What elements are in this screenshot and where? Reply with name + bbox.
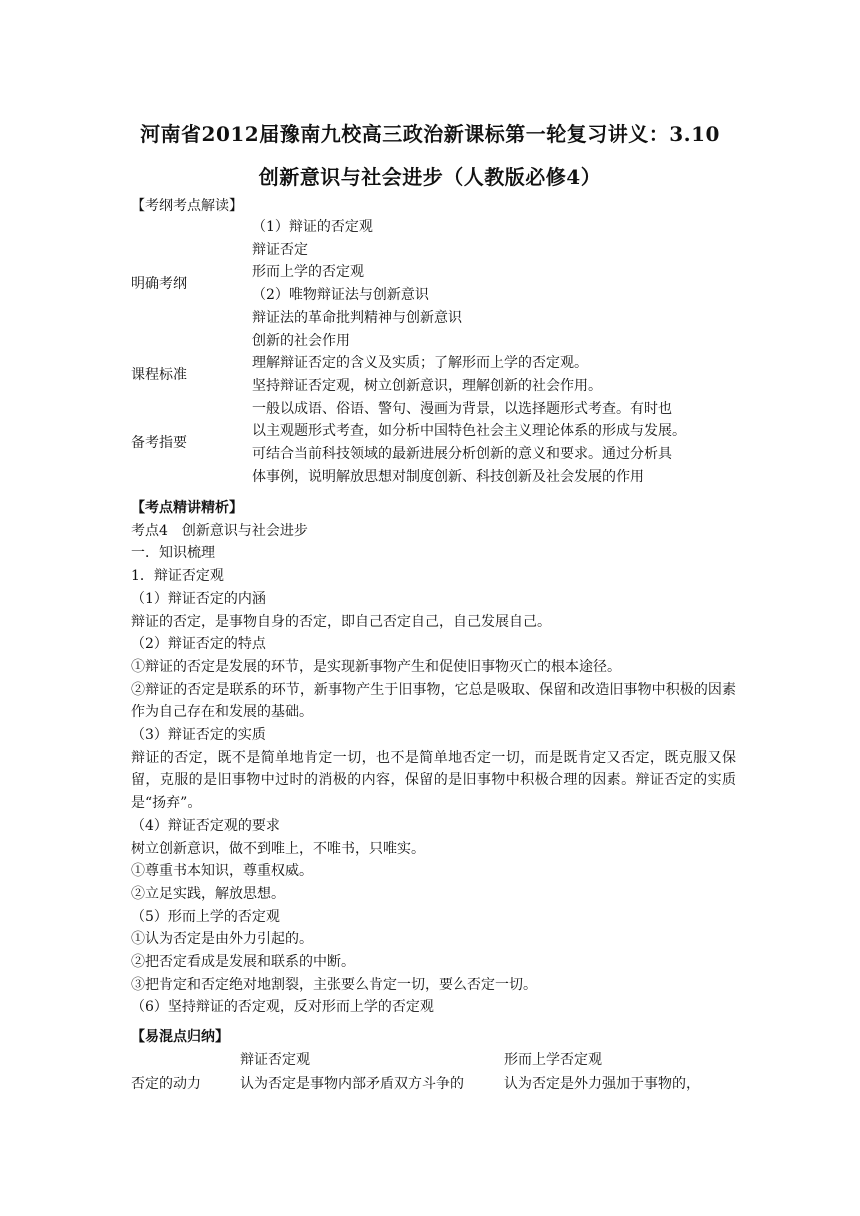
- paragraph: （3）辩证否定的实质: [131, 727, 266, 744]
- paragraph: ②把否定看成是发展和联系的中断。: [131, 954, 355, 971]
- compare-header-dialectical: 辩证否定观: [240, 1052, 310, 1068]
- row-line: 以主观题形式考查，如分析中国特色社会主义理论体系的形成与发展。: [252, 423, 686, 440]
- kaogang-table: [131, 216, 736, 488]
- paragraph: 一．知识梳理: [131, 545, 215, 562]
- row-line: 辩证否定: [252, 241, 308, 258]
- row-line: 理解辩证否定的含义及实质；了解形而上学的否定观。: [252, 355, 588, 372]
- kaogang-row-mingque: [131, 216, 736, 352]
- row-line: 形而上学的否定观: [252, 264, 364, 281]
- compare-header-metaphysical: 形而上学否定观: [504, 1052, 602, 1068]
- paragraph: ②立足实践，解放思想。: [131, 885, 285, 902]
- row-label: 备考指要: [131, 434, 187, 451]
- row-line: 可结合当前科技领域的最新进展分析创新的意义和要求。通过分析具: [252, 446, 672, 463]
- compare-row-metaphysical: 认为否定是外力强加于事物的，: [504, 1076, 700, 1092]
- row-label: 明确考纲: [131, 275, 187, 292]
- paragraph: 1．辩证否定观: [131, 568, 224, 585]
- kaogang-heading: 【考纲考点解读】: [131, 198, 243, 214]
- yihun-heading: 【易混点归纳】: [131, 1029, 229, 1045]
- paragraph: （6）坚持辩证的否定观，反对形而上学的否定观: [131, 999, 434, 1016]
- kaogang-row-kecheng: [131, 352, 736, 397]
- row-line: 体事例，说明解放思想对制度创新、科技创新及社会发展的作用: [252, 468, 644, 485]
- paragraph: （1）辩证否定的内涵: [131, 590, 266, 607]
- doc-title-line2: 创新意识与社会进步（人教版必修4）: [258, 165, 602, 189]
- paragraph: ②辩证的否定是联系的环节，新事物产生于旧事物，它总是吸取、保留和改造旧事物中积极的因素作为自己存在和发展的基础。: [131, 681, 736, 721]
- row-content: [252, 398, 736, 489]
- paragraph: 考点4 创新意识与社会进步: [131, 522, 308, 539]
- section-heading: 【考点精讲精析】: [131, 500, 243, 516]
- paragraph: ①认为否定是由外力引起的。: [131, 931, 313, 948]
- paragraph: ③把肯定和否定绝对地割裂，主张要么肯定一切，要么否定一切。: [131, 976, 537, 993]
- paragraph: （4）辩证否定观的要求: [131, 817, 280, 834]
- jingjiang-section: [131, 497, 736, 1019]
- paragraph: （5）形而上学的否定观: [131, 908, 280, 925]
- doc-title-line1: 河南省2012届豫南九校高三政治新课标第一轮复习讲义：3.10: [140, 122, 720, 146]
- row-line: 辩证法的革命批判精神与创新意识: [252, 309, 462, 326]
- row-line: 坚持辩证否定观，树立创新意识，理解创新的社会作用。: [252, 377, 602, 394]
- paragraph: 辩证的否定，既不是简单地肯定一切，也不是简单地否定一切，而是既肯定又否定，既克服又保留，克服的是旧事物中过时的消极的内容，保留的是旧事物中积极合理的因素。辩证否定的实质是“扬弃”。: [131, 749, 736, 812]
- row-content: [252, 352, 736, 397]
- kaogang-row-beikao: [131, 398, 736, 489]
- paragraph: （2）辩证否定的特点: [131, 636, 266, 653]
- row-line: 创新的社会作用: [252, 332, 350, 349]
- paragraph: 树立创新意识，做不到唯上，不唯书，只唯实。: [131, 840, 425, 857]
- compare-row-label: 否定的动力: [131, 1076, 201, 1092]
- paragraph: ①尊重书本知识，尊重权威。: [131, 863, 313, 880]
- row-line: 一般以成语、俗语、警句、漫画为背景，以选择题形式考查。有时也: [252, 400, 672, 417]
- paragraph: ①辩证的否定是发展的环节，是实现新事物产生和促使旧事物灭亡的根本途径。: [131, 658, 621, 675]
- row-content: [252, 216, 736, 352]
- row-line: （1）辩证的否定观: [252, 219, 373, 235]
- row-line: （2）唯物辩证法与创新意识: [252, 287, 429, 304]
- paragraph: 辩证的否定，是事物自身的否定，即自己否定自己，自己发展自己。: [131, 613, 551, 630]
- compare-row-dialectical: 认为否定是事物内部矛盾双方斗争的: [240, 1076, 464, 1092]
- row-label: 课程标准: [131, 366, 187, 383]
